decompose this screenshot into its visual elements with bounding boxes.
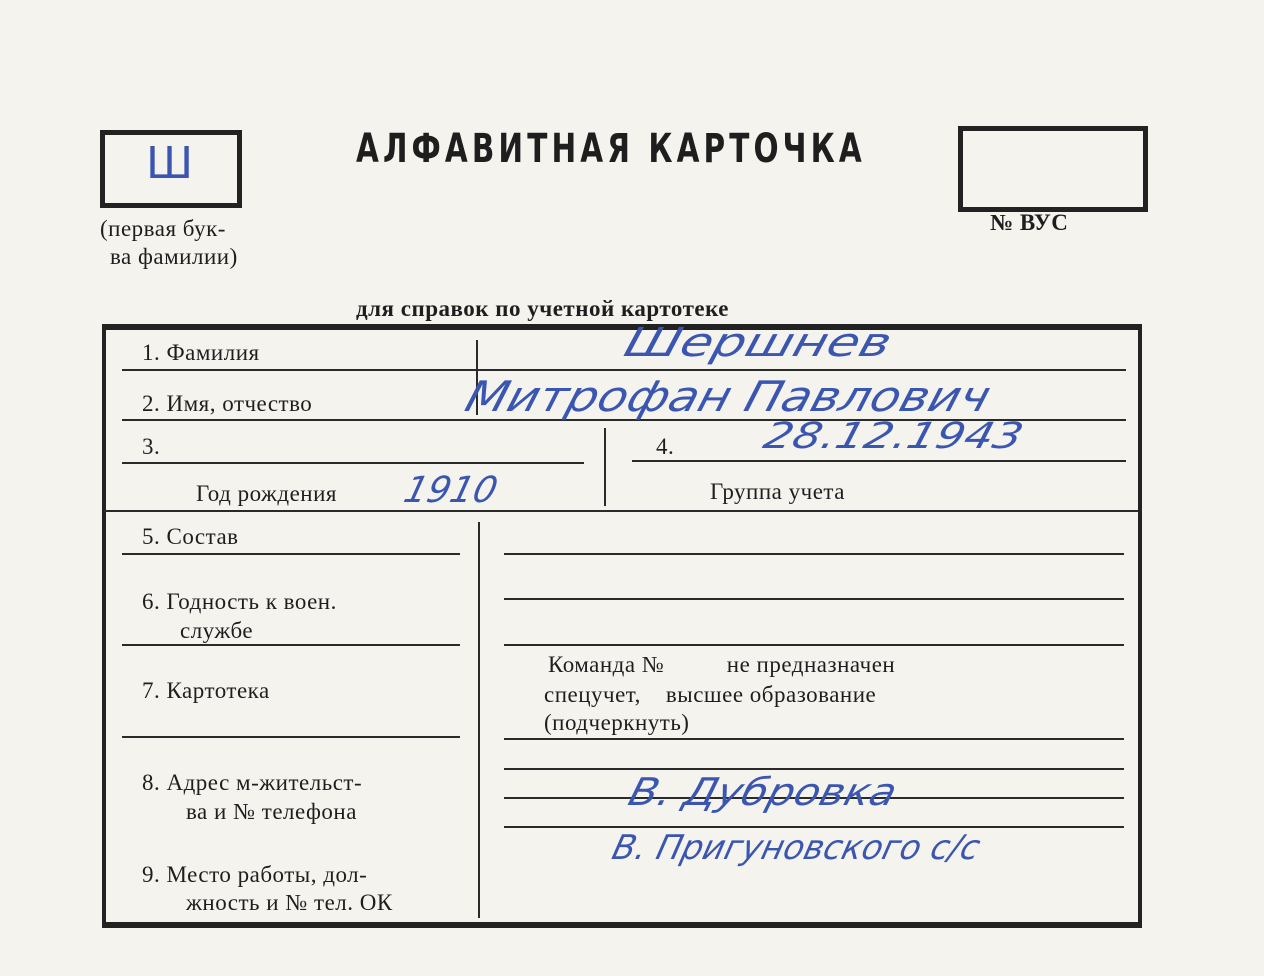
rule-right-4 xyxy=(504,738,1124,740)
first-letter-label-1: (первая бук- xyxy=(100,216,226,241)
vertical-divider-lower xyxy=(478,522,480,918)
field-index-label: 7. Картотека xyxy=(142,678,270,703)
field-fitness-label-1: 6. Годность к воен. xyxy=(142,589,337,614)
rule-right-2 xyxy=(504,598,1124,600)
birth-year-value: 1910 xyxy=(399,470,502,511)
address-value-2: В. Пригуновского с/с xyxy=(608,828,985,868)
vus-box xyxy=(958,126,1148,212)
field-3-label: 3. xyxy=(142,434,161,459)
field-address-label-2: ва и № телефона xyxy=(186,799,357,824)
team-line-1: Команда № не предназначен xyxy=(548,652,896,677)
address-value-1: В. Дубровка xyxy=(623,770,903,814)
birth-year-label: Год рождения xyxy=(196,481,337,506)
field-fitness-label-2: службе xyxy=(180,618,254,643)
field-4-label: 4. xyxy=(656,434,675,459)
date-value: 28.12.1943 xyxy=(759,416,1028,457)
vus-label: № ВУС xyxy=(990,210,1069,235)
vertical-divider-mid xyxy=(604,428,606,506)
field-composition-label: 5. Состав xyxy=(142,524,239,549)
team-line-3: (подчеркнуть) xyxy=(544,710,690,735)
rule-f3 xyxy=(122,462,584,464)
name-patronymic-value: Митрофан Павлович xyxy=(459,372,997,421)
field-name-label: 2. Имя, отчество xyxy=(142,391,313,416)
first-letter-label-2: ва фамилии) xyxy=(110,244,238,269)
rule-right-3 xyxy=(504,644,1124,646)
field-work-label-2: жность и № тел. ОК xyxy=(186,890,393,915)
rule-f7 xyxy=(122,736,460,738)
first-letter-value: Ш xyxy=(146,138,194,189)
rule-f6 xyxy=(122,644,460,646)
card-title: АЛФАВИТНАЯ КАРТОЧКА xyxy=(356,126,866,172)
rule-f4 xyxy=(632,460,1126,462)
rule-right-1 xyxy=(504,553,1124,555)
field-address-label-1: 8. Адрес м-жительст- xyxy=(142,770,363,795)
card-subtitle: для справок по учетной картотеке xyxy=(356,296,729,321)
field-work-label-1: 9. Место работы, дол- xyxy=(142,862,368,887)
surname-value: Шершнев xyxy=(619,320,897,366)
rule-f5 xyxy=(122,553,460,555)
rule-f1 xyxy=(122,369,1126,371)
rule-birth-group xyxy=(104,510,1138,512)
group-label: Группа учета xyxy=(710,479,845,504)
team-line-2: спецучет, высшее образование xyxy=(544,682,877,707)
field-surname-label: 1. Фамилия xyxy=(142,340,260,365)
